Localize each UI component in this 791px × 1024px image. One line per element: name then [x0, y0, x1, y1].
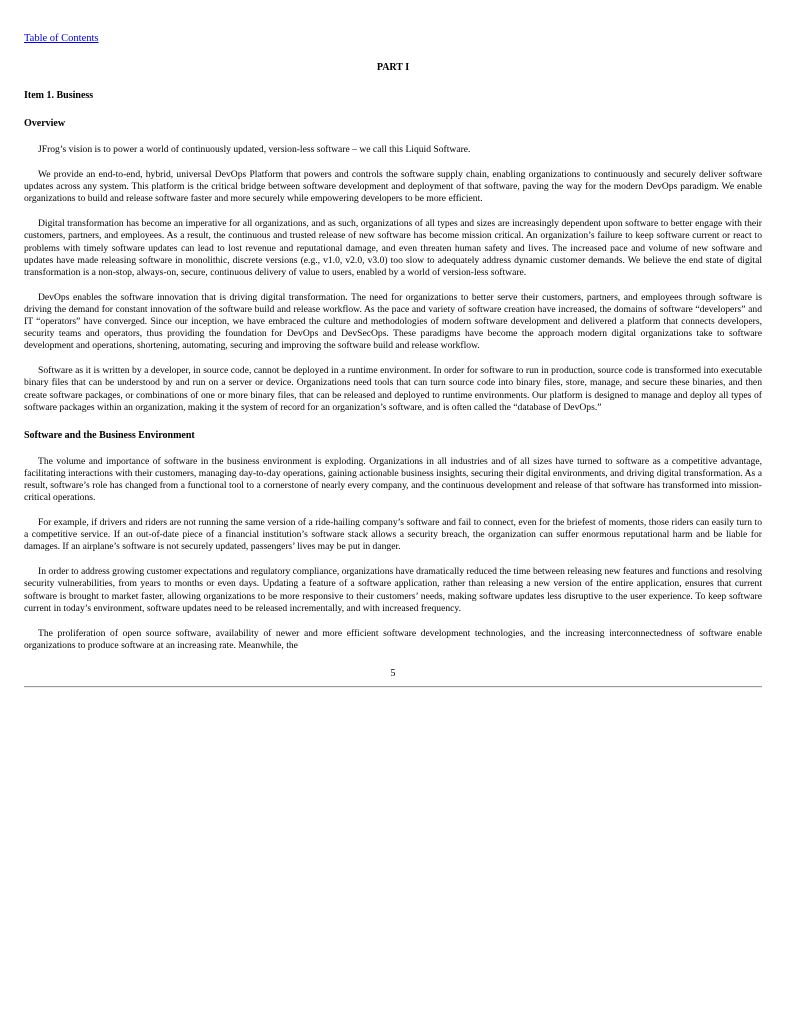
paragraph: We provide an end-to-end, hybrid, universal DevOps Platform that powers and controls the software supply chain, enabling organizations to continuously and securely deliver software updates across any system. This platform is the critical bridge between software development and deployment of that software, paving the way for the modern DevOps paradigm. We enable organizations to build and release software faster and more securely while empowering developers to be more efficient.: [24, 169, 762, 205]
paragraph: The volume and importance of software in the business environment is exploding. Organizations in all industries and of all sizes have turned to software as a competitive advantage, facilitating interactions with their customers, managing day-to-day operations, gaining actionable business insights, securing their digital environments, and driving digital transformation. As a result, software’s role has changed from a functional tool to a cornerstone of nearly every company, and the continuous development and release of that software has transformed into mission-critical operations.: [24, 455, 762, 503]
paragraph: DevOps enables the software innovation that is driving digital transformation. The need for organizations to better serve their customers, partners, and employees through software is driving the demand for constant innovation of the software build and release workflow. As the pace and variety of software creation have increased, the domains of software “developers” and IT “operators” have converged. Since our inception, we have embraced the culture and methodologies of modern software development and delivered a platform that connects developers, security teams and operators, thus providing the foundation for DevOps and DevSecOps. These paradigms have become the approach modern digital organizations take to software development and operations, shortening, automating, securing and improving the software build and release workflow.: [24, 291, 762, 352]
table-of-contents-link[interactable]: Table of Contents: [24, 33, 99, 44]
page-number: 5: [390, 667, 396, 679]
paragraph: For example, if drivers and riders are not running the same version of a ride-hailing company’s software and fail to connect, even for the briefest of moments, those riders can easily turn to a competitive service. If an out-of-date piece of a financial institution’s software stack allows a security breach, the organization can suffer enormous reputational harm and be liable for damages. If an airplane’s software is not securely updated, passengers’ lives may be put in danger.: [24, 517, 762, 553]
paragraph: The proliferation of open source software, availability of newer and more efficient software development technologies, and the increasing interconnectedness of software enable organizations to produce software at an increasing rate. Meanwhile, the: [24, 627, 762, 651]
document-page: [24, 28, 762, 696]
part-heading: PART I: [376, 62, 410, 73]
paragraph: JFrog’s vision is to power a world of continuously updated, version-less software – we call this Liquid Software.: [38, 144, 471, 155]
paragraph: In order to address growing customer expectations and regulatory compliance, organizations have dramatically reduced the time between releasing new features and functions and resolving security vulnerabilities, from years to months or even days. Updating a feature of a software application, rather than releasing a new version of the entire application, ensures that current software is brought to market faster, allowing organizations to be more responsive to their customers’ needs, making software updates less disruptive to the user experience. To keep software current in today’s environment, software updates need to be released incrementally, and with increased frequency.: [24, 566, 762, 614]
page-divider: [24, 686, 762, 688]
overview-heading: Overview: [24, 118, 66, 129]
paragraph: Software as it is written by a developer, in source code, cannot be deployed in a runtime environment. In order for software to run in production, source code is transformed into executable binary files that can be understood by and run on a server or device. Organizations need tools that can turn source code into binary files, store, manage, and secure these binaries, and then create software packages, or combinations of one or more binary files, that can be released and deployed to runtime environments. Our platform is designed to manage and deploy all types of software packages within an organization, making it the system of record for an organization’s software, and is often called the “database of DevOps.”: [24, 365, 762, 413]
paragraph: Digital transformation has become an imperative for all organizations, and as such, organizations of all types and sizes are increasingly dependent upon software to better engage with their customers, partners, and employees. As a result, the continuous and trusted release of new software has become mission critical. An organization’s failure to keep software current or react to problems with timely software updates can lead to lost revenue and reputational damage, and even threaten human safety and lives. The increased pace and volume of new software and updates have made releasing software in monolithic, discrete versions (e.g., v1.0, v2.0, v3.0) too slow to adequately address dynamic customer demands. We believe the end state of digital transformation is a non-stop, always-on, secure, continuous delivery of value to users, enabled by a world of version-less software.: [24, 218, 762, 278]
item-heading: Item 1. Business: [24, 90, 94, 101]
business-environment-heading: Software and the Business Environment: [24, 429, 195, 441]
